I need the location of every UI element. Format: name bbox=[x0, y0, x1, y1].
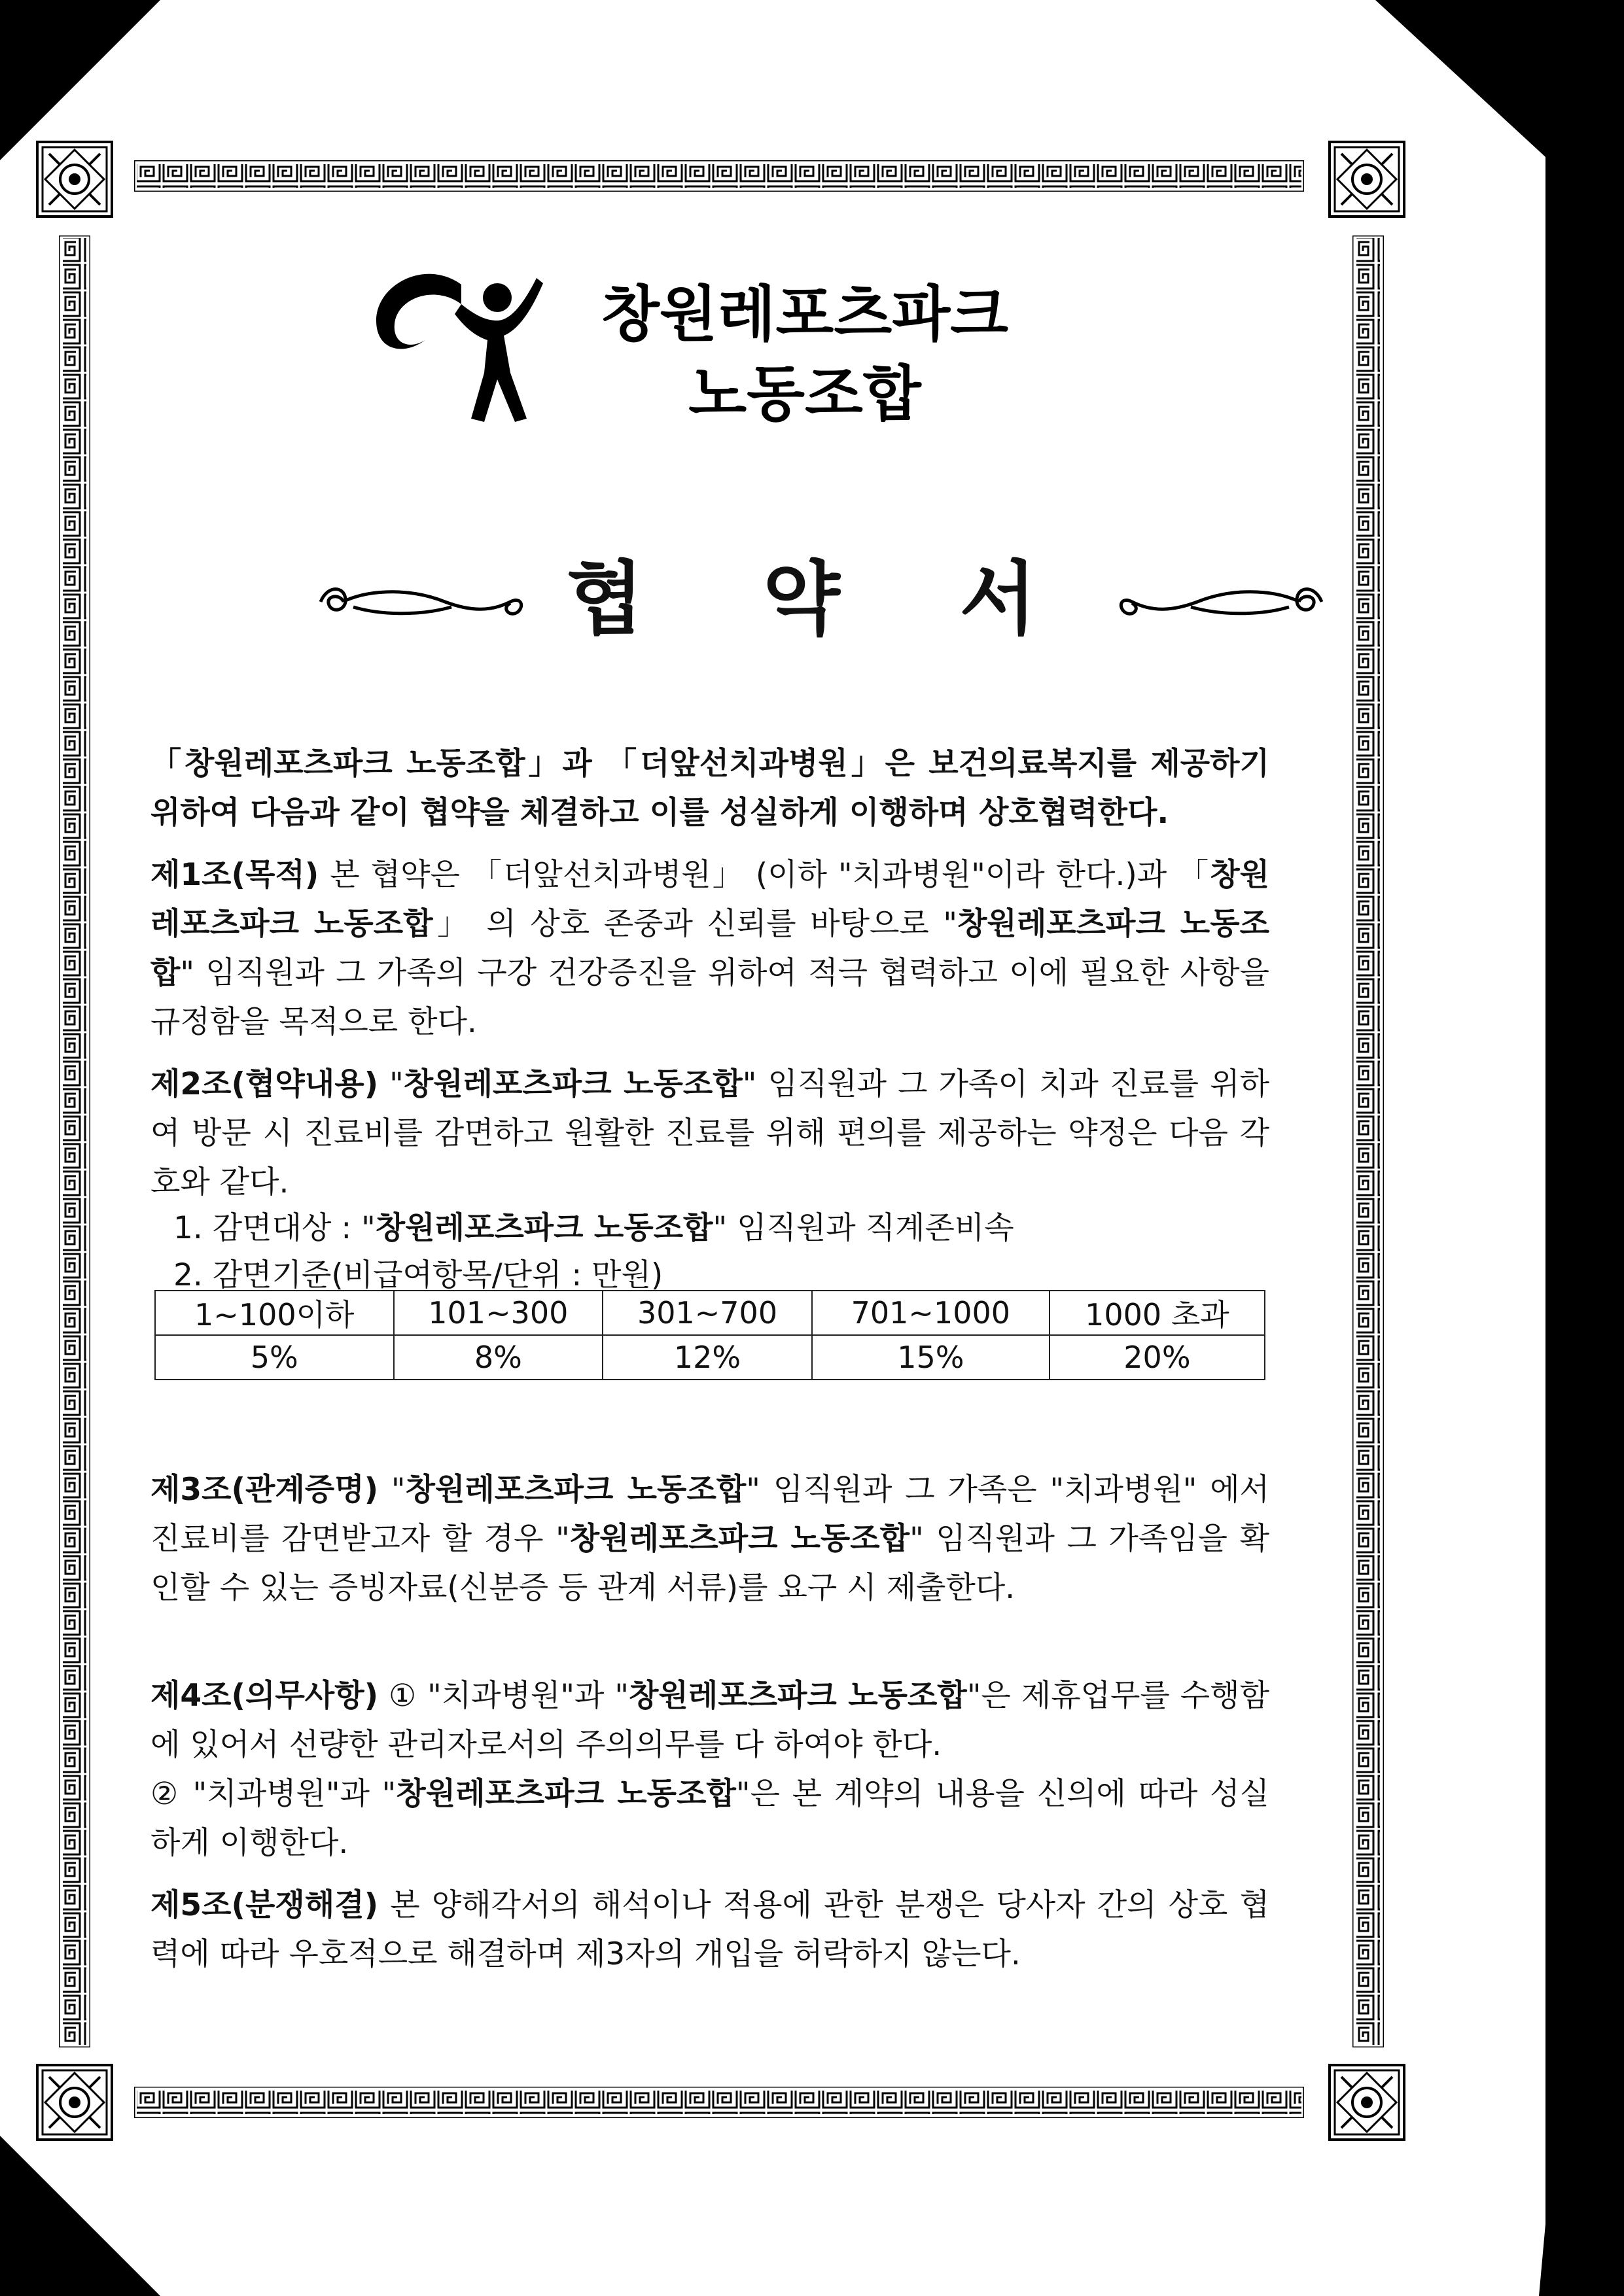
item-1-union-name: 창원레포츠파크 노동조합 bbox=[375, 1210, 713, 1246]
corner-ornament-icon bbox=[1328, 141, 1405, 218]
article-3-union-name: 창원레포츠파크 노동조합 bbox=[405, 1472, 747, 1508]
article-2-item-2: 2. 감면기준(비급여항목/단위 : 만원) bbox=[173, 1257, 663, 1293]
organization-name bbox=[576, 275, 1034, 434]
border-right bbox=[1352, 235, 1384, 2047]
table-cell: 301~700 bbox=[603, 1291, 812, 1335]
scan-corner-top-right bbox=[1349, 0, 1624, 2296]
left-flourish-icon bbox=[314, 576, 530, 628]
table-cell: 1000 초과 bbox=[1050, 1291, 1265, 1335]
table-cell: 5% bbox=[155, 1335, 394, 1380]
article-2 bbox=[150, 1060, 1269, 1207]
table-cell: 15% bbox=[812, 1335, 1050, 1380]
article-3-text: " bbox=[378, 1472, 406, 1508]
table-cell: 8% bbox=[394, 1335, 603, 1380]
intro-paragraph: 「창원레포츠파크 노동조합」과 「더앞선치과병원」은 보건의료복지를 제공하기 위하여 다음과 같이 협약을 체결하고 이를 성실하게 이행하며 상호협력한다. bbox=[150, 746, 1269, 831]
article-2-text: " 임직원과 그 가족이 치과 진료를 위하여 방문 시 진료비를 감면하고 원활한 진료를 위해 편의를 제공하는 약정은 다음 각호와 같다. bbox=[150, 1066, 1269, 1200]
article-2-union-name: 창원레포츠파크 노동조합 bbox=[403, 1066, 743, 1102]
article-3-text: " 임직원과 그 가족은 "치과병원" 에서 진료비를 감면받고자 할 경우 " bbox=[150, 1472, 1270, 1557]
article-3-heading: 제3조(관계증명) bbox=[150, 1472, 379, 1508]
article-4-text: ① "치과병원"과 " bbox=[378, 1678, 629, 1714]
table-cell: 101~300 bbox=[394, 1291, 603, 1335]
border-left bbox=[59, 235, 90, 2047]
article-3-union-name: 창원레포츠파크 노동조합 bbox=[569, 1521, 910, 1557]
article-2-item-1 bbox=[173, 1204, 1014, 1253]
item-1-text: " 임직원과 직계존비속 bbox=[713, 1210, 1014, 1246]
corner-ornament-icon bbox=[1328, 2064, 1405, 2141]
corner-ornament-icon bbox=[36, 141, 113, 218]
document-title: 협 약 서 bbox=[566, 551, 1083, 646]
article-1-text: 」 의 상호 존중과 신뢰를 바탕으로 " bbox=[432, 906, 958, 942]
article-1-text: 본 협약은 「더앞선치과병원」 (이하 "치과병원"이라 한다.)과 「 bbox=[319, 857, 1210, 893]
table-cell: 701~1000 bbox=[812, 1291, 1050, 1335]
article-2-heading: 제2조(협약내용) bbox=[150, 1066, 379, 1102]
article-4-text: "은 본 계약의 내용을 신의에 따라 성실하게 이행한다. bbox=[150, 1776, 1269, 1861]
discount-rate-table bbox=[154, 1290, 1265, 1380]
org-name-line2: 노동조합 bbox=[688, 359, 921, 429]
table-header-row bbox=[155, 1291, 1265, 1335]
article-5-text: 본 양해각서의 해석이나 적용에 관한 분쟁은 당사자 간의 상호 협력에 따라 우호적으로 해결하며 제3자의 개입을 허락하지 않는다. bbox=[150, 1887, 1269, 1972]
item-1-text: 1. 감면대상 : " bbox=[173, 1210, 376, 1246]
article-1 bbox=[150, 850, 1269, 1047]
union-logo-icon bbox=[363, 258, 559, 428]
table-cell: 1~100이하 bbox=[155, 1291, 394, 1335]
article-4-union-name: 창원레포츠파크 노동조합 bbox=[629, 1678, 967, 1714]
right-flourish-icon bbox=[1112, 576, 1328, 628]
article-1-text: " 임직원과 그 가족의 구강 건강증진을 위하여 적극 협력하고 이에 필요한 사항을 규정함을 목적으로 한다. bbox=[150, 955, 1269, 1040]
article-4-union-name: 창원레포츠파크 노동조합 bbox=[396, 1776, 736, 1812]
table-row bbox=[155, 1335, 1265, 1380]
corner-ornament-icon bbox=[36, 2064, 113, 2141]
scan-corner-bottom-left bbox=[0, 2126, 170, 2296]
table-cell: 12% bbox=[603, 1335, 812, 1380]
org-name-line1: 창원레포츠파크 bbox=[601, 279, 1009, 349]
article-1-union-name: 창원레포츠파크 노동조합 bbox=[150, 857, 1269, 942]
article-3-text: " 임직원과 그 가족임을 확인할 수 있는 증빙자료(신분증 등 관계 서류)를 요구 시 제출한다. bbox=[150, 1521, 1269, 1606]
article-5 bbox=[150, 1881, 1269, 1979]
article-3 bbox=[150, 1465, 1269, 1612]
table-cell: 20% bbox=[1050, 1335, 1265, 1380]
title-row bbox=[314, 549, 1335, 648]
border-top bbox=[134, 160, 1304, 192]
article-1-heading: 제1조(목적) bbox=[150, 857, 319, 893]
article-5-heading: 제5조(분쟁해결) bbox=[150, 1887, 379, 1923]
article-1-union-name: 창원레포츠파크 노동조합 bbox=[150, 906, 1270, 991]
article-4-text: ② "치과병원"과 " bbox=[150, 1776, 397, 1812]
article-4-heading: 제4조(의무사항) bbox=[150, 1678, 379, 1714]
article-2-text: " bbox=[378, 1066, 404, 1102]
article-4 bbox=[150, 1671, 1269, 1868]
border-bottom bbox=[134, 2087, 1304, 2118]
article-4-text: "은 제휴업무를 수행함에 있어서 선량한 관리자로서의 주의의무를 다 하여야 한다. bbox=[150, 1678, 1269, 1763]
